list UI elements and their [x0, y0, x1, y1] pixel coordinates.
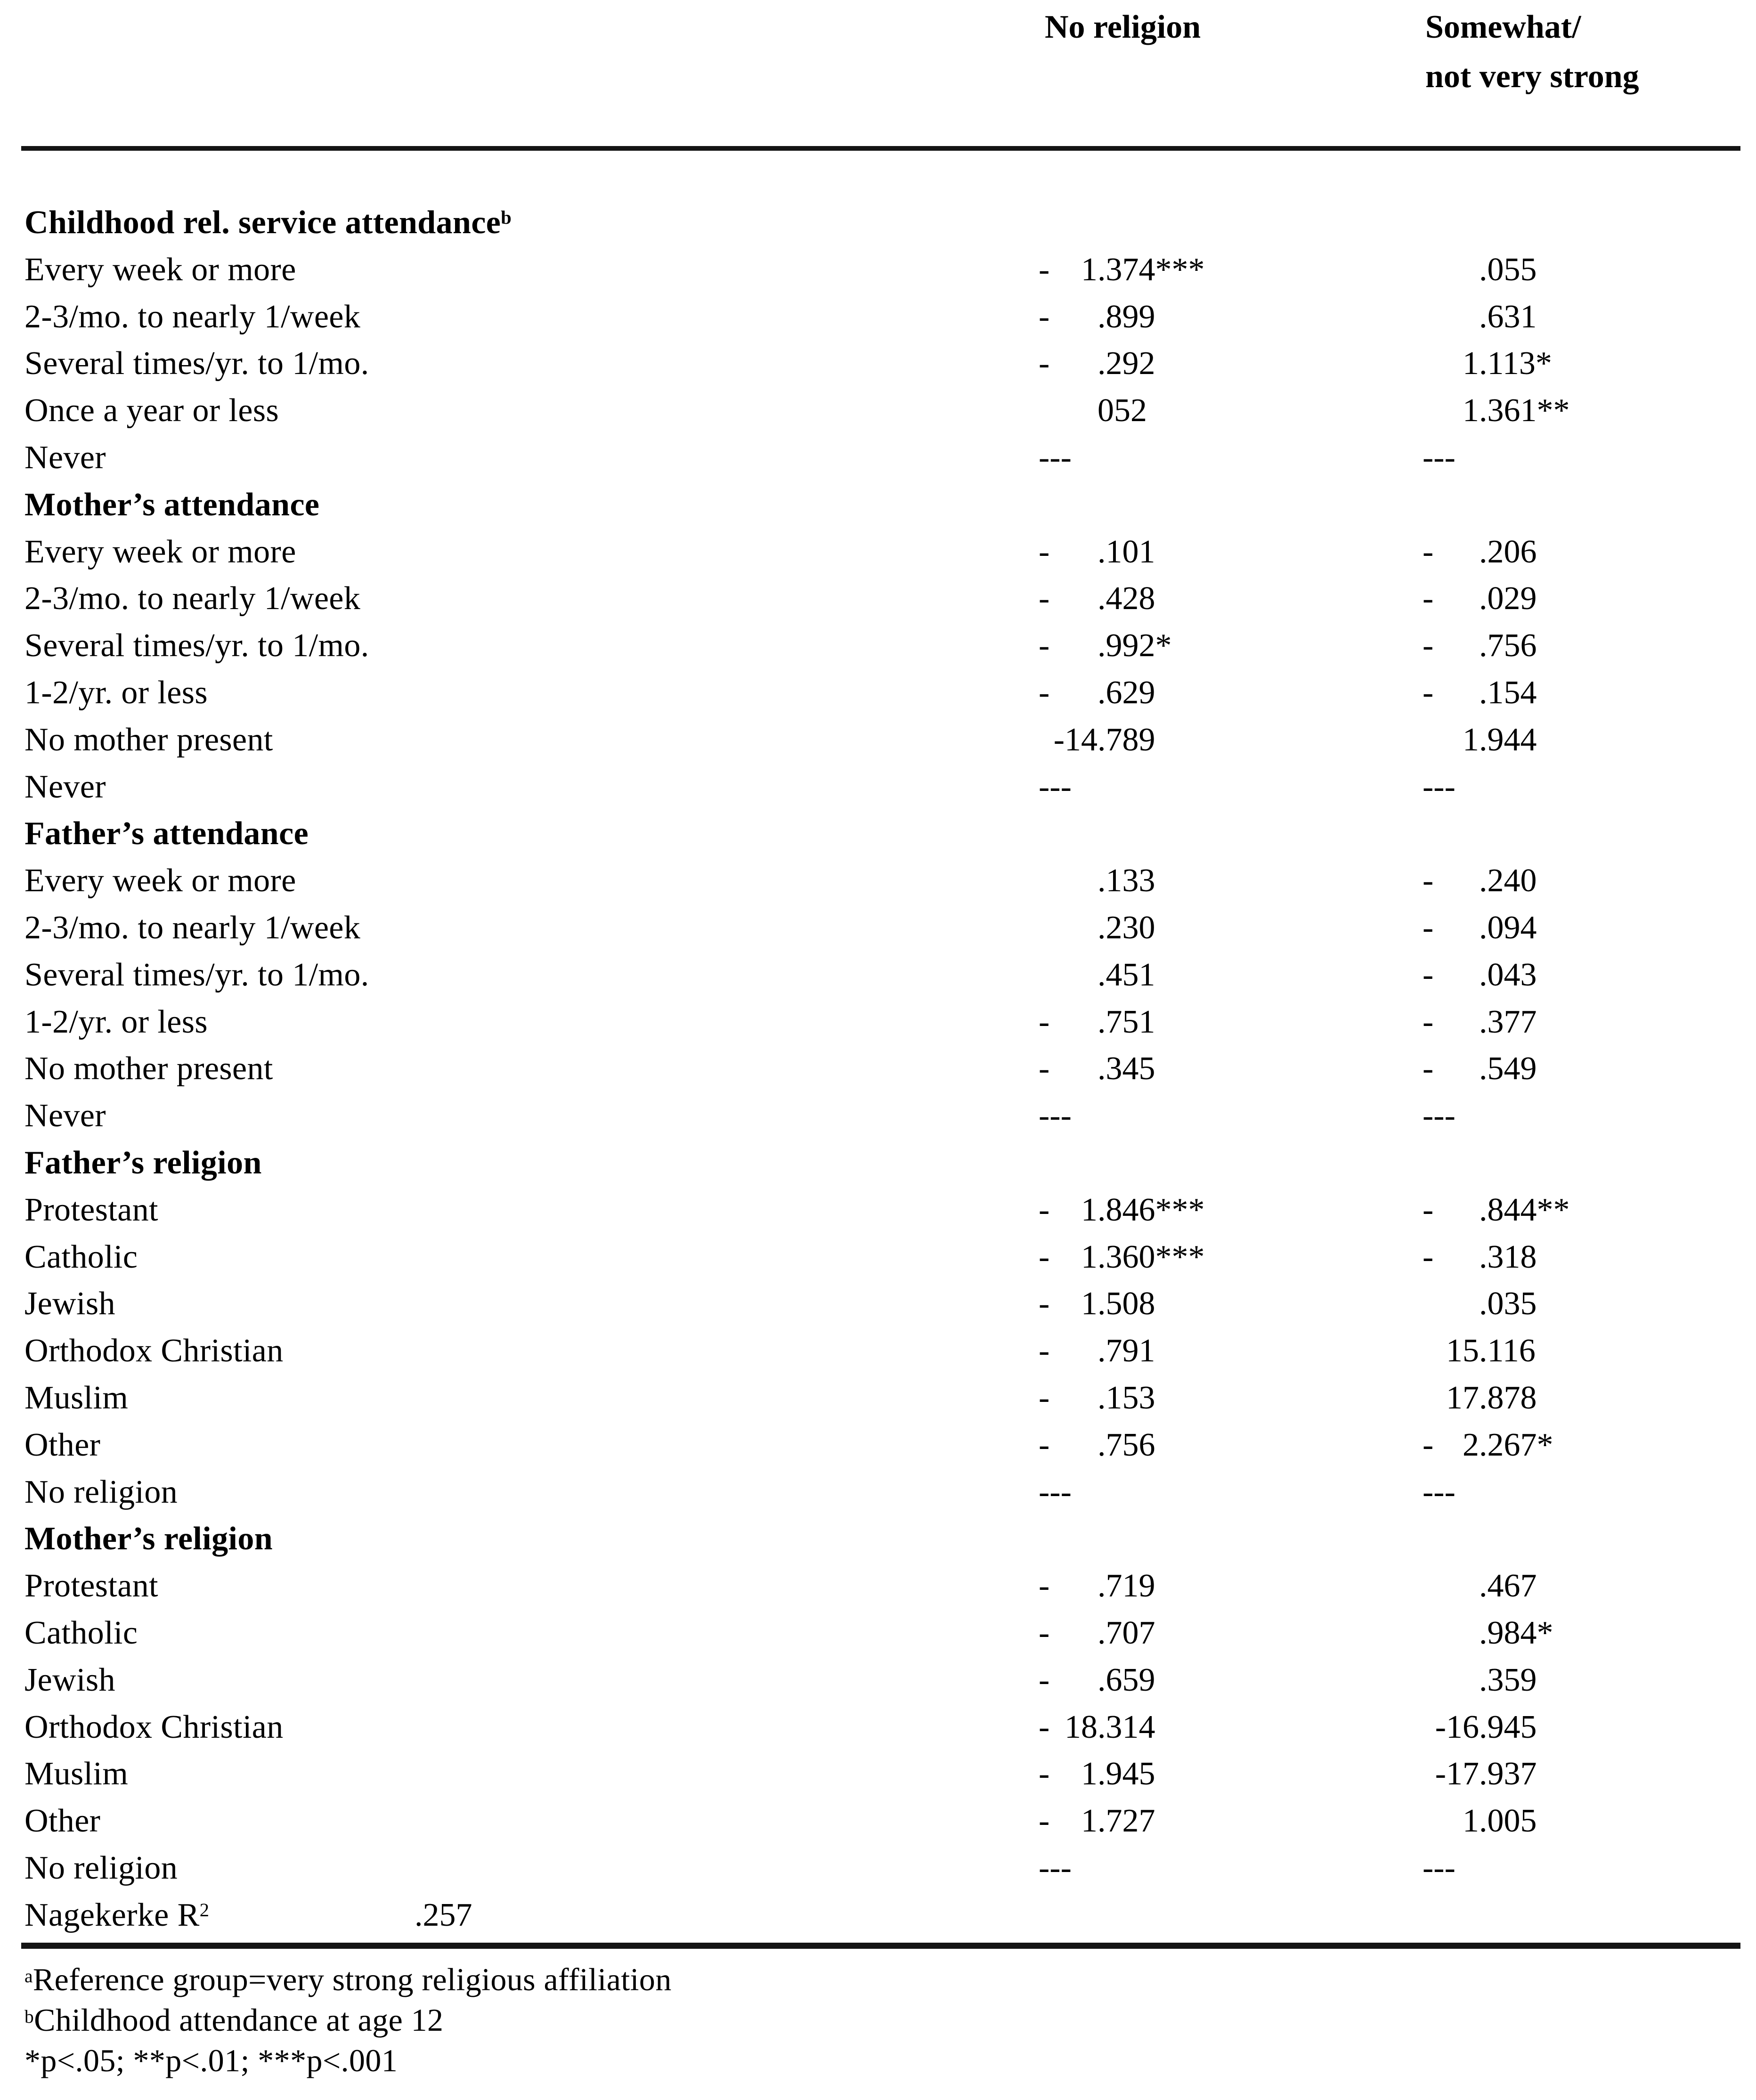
cell-value-fraction: .945 [1098, 1756, 1155, 1792]
table-row [0, 912, 1756, 959]
table-row [0, 1661, 1756, 1711]
section-row [0, 488, 1756, 536]
minus-sign: - [1039, 1568, 1050, 1604]
cell-value-fraction: .756 [1479, 627, 1537, 664]
row-label: 2-3/mo. to nearly 1/week [24, 580, 361, 617]
cell-value-fraction: .937 [1479, 1756, 1537, 1792]
table-row [0, 1238, 1756, 1288]
row-label: Catholic [24, 1238, 138, 1275]
table-row [0, 1287, 1756, 1335]
table-row [0, 347, 1756, 394]
minus-sign: - [1423, 1050, 1434, 1087]
reference-category-dashes: --- [1423, 440, 1455, 476]
reference-category-dashes: --- [1039, 768, 1072, 805]
row-label: Father’s religion [24, 1145, 262, 1181]
row-label: Orthodox Christian [24, 1709, 284, 1745]
cell-value-fraction: .899 [1098, 298, 1155, 335]
cell-value-integer: 1 [1081, 251, 1098, 288]
r-squared-value: .257 [415, 1897, 472, 1933]
cell-value-fraction: .629 [1098, 675, 1155, 711]
table-row [0, 1191, 1756, 1241]
table-row [0, 394, 1756, 441]
row-label: Several times/yr. to 1/mo. [24, 956, 369, 993]
cell-value-fraction: .345 [1098, 1050, 1155, 1087]
row-label: Never [24, 440, 106, 476]
minus-sign: - [1039, 580, 1050, 617]
cell-value-integer: 1 [1081, 1191, 1098, 1228]
cell-value-fraction: .944 [1479, 721, 1537, 758]
minus-sign: - [1423, 675, 1434, 711]
minus-sign: - [1039, 1003, 1050, 1040]
cell-value-integer: 18 [1065, 1709, 1098, 1745]
row-label: Other [24, 1426, 101, 1463]
cell-value-fraction: .789 [1098, 721, 1155, 758]
minus-sign: - [1039, 298, 1050, 335]
row-label: No religion [24, 1473, 178, 1510]
reference-category-dashes: --- [1039, 440, 1072, 476]
reference-category-dashes: --- [1423, 768, 1455, 805]
row-label: Catholic [24, 1615, 138, 1651]
cell-value-integer: 1 [1463, 345, 1479, 382]
superscript-marker: b [501, 206, 512, 228]
cell-value-integer: -16 [1435, 1709, 1479, 1745]
cell-value-fraction: .451 [1098, 956, 1155, 993]
cell-value-integer: 1 [1081, 1286, 1098, 1322]
cell-value-fraction: .361** [1479, 392, 1570, 429]
row-label: 2-3/mo. to nearly 1/week [24, 298, 361, 335]
cell-value-fraction: .631 [1479, 298, 1537, 335]
reference-category-dashes: --- [1039, 1098, 1072, 1134]
cell-value-fraction: .945 [1479, 1709, 1537, 1745]
cell-value-integer: 15 [1446, 1333, 1479, 1369]
cell-value-fraction: .707 [1098, 1615, 1155, 1651]
cell-value-fraction: .154 [1479, 675, 1537, 711]
row-label: Orthodox Christian [24, 1333, 284, 1369]
table-row [0, 1805, 1756, 1852]
minus-sign: - [1039, 1803, 1050, 1840]
section-row [0, 1147, 1756, 1194]
row-label: Jewish [24, 1661, 115, 1698]
cell-value-fraction: .055 [1479, 251, 1537, 288]
row-label: 2-3/mo. to nearly 1/week [24, 910, 361, 946]
table-row [0, 582, 1756, 629]
table-row [0, 864, 1756, 912]
cell-value-fraction: .992* [1098, 627, 1172, 664]
row-label: Once a year or less [24, 392, 279, 429]
table-row [0, 1617, 1756, 1664]
cell-value-fraction: .267* [1479, 1426, 1553, 1463]
table-row [0, 721, 1756, 771]
footnote-line: *p<.05; **p<.01; ***p<.001 [24, 2043, 398, 2078]
row-label: 1-2/yr. or less [24, 1003, 208, 1040]
cell-value-fraction: .133 [1098, 863, 1155, 899]
cell-value-integer: -14 [1053, 721, 1098, 758]
cell-value-fraction: .984* [1479, 1615, 1553, 1651]
cell-value-fraction: .878 [1479, 1380, 1537, 1416]
cell-value-fraction: .005 [1479, 1803, 1537, 1840]
table-row [0, 1052, 1756, 1099]
minus-sign: - [1423, 627, 1434, 664]
cell-value-fraction: .043 [1479, 956, 1537, 993]
table-row [0, 1852, 1756, 1899]
cell-value-fraction: .101 [1098, 533, 1155, 570]
cell-value-fraction: .116 [1479, 1333, 1536, 1369]
section-row [0, 817, 1756, 864]
minus-sign: - [1423, 533, 1434, 570]
row-label: Childhood rel. service attendance$^b$ [24, 204, 512, 241]
minus-sign: - [1039, 1756, 1050, 1792]
cell-value-fraction: .035 [1479, 1286, 1537, 1322]
cell-value-integer: 1 [1081, 1756, 1098, 1792]
reference-category-dashes: --- [1423, 1098, 1455, 1134]
minus-sign: - [1039, 345, 1050, 382]
row-label: Never [24, 1098, 106, 1134]
footnote-marker: b [24, 2006, 34, 2027]
row-label: No religion [24, 1850, 178, 1886]
row-label: Protestant [24, 1568, 158, 1604]
table-row [0, 629, 1756, 676]
footnote-marker: a [24, 1966, 33, 1987]
table-row [0, 1711, 1756, 1758]
minus-sign: - [1039, 1380, 1050, 1416]
cell-value-fraction: .846*** [1098, 1191, 1205, 1228]
minus-sign: - [1423, 1238, 1434, 1275]
cell-value-fraction: .467 [1479, 1568, 1537, 1604]
cell-value-fraction: .756 [1098, 1426, 1155, 1463]
cell-value-integer: 2 [1463, 1426, 1479, 1463]
minus-sign: - [1039, 1709, 1050, 1745]
minus-sign: - [1423, 1426, 1434, 1463]
minus-sign: - [1423, 863, 1434, 899]
minus-sign: - [1423, 910, 1434, 946]
row-label: Mother’s attendance [24, 486, 320, 523]
cell-value-fraction: .508 [1098, 1286, 1155, 1322]
row-label: Never [24, 768, 106, 805]
cell-value-integer: 1 [1463, 392, 1479, 429]
minus-sign: - [1039, 1238, 1050, 1275]
cell-value-integer: 1 [1081, 1803, 1098, 1840]
table-row [0, 1003, 1756, 1053]
row-label: Every week or more [24, 251, 296, 288]
row-label: Nagekerke $R^2$ [24, 1897, 210, 1933]
minus-sign: - [1039, 627, 1050, 664]
minus-sign: - [1423, 956, 1434, 993]
minus-sign: - [1423, 580, 1434, 617]
cell-value-fraction: .029 [1479, 580, 1537, 617]
cell-value-fraction: .377 [1479, 1003, 1537, 1040]
row-label: Every week or more [24, 533, 296, 570]
table-row [0, 1570, 1756, 1617]
footnote-line: $^a$Reference group=very strong religious affiliation [24, 1962, 672, 1997]
table-row [0, 768, 1756, 818]
minus-sign: - [1039, 251, 1050, 288]
cell-value-fraction: .751 [1098, 1003, 1155, 1040]
section-row [0, 1522, 1756, 1570]
table-row [0, 956, 1756, 1006]
reference-category-dashes: --- [1039, 1850, 1072, 1886]
cell-value-fraction: .206 [1479, 533, 1537, 570]
minus-sign: - [1039, 1615, 1050, 1651]
cell-value-fraction: .314 [1098, 1709, 1155, 1745]
row-label: Several times/yr. to 1/mo. [24, 627, 369, 664]
cell-value-integer: 1 [1463, 721, 1479, 758]
cell-value-fraction: .240 [1479, 863, 1537, 899]
footnote-line: $^b$Childhood attendance at age 12 [24, 2002, 444, 2038]
row-label: Muslim [24, 1756, 129, 1792]
table-row [0, 1382, 1756, 1429]
table-row [0, 298, 1756, 348]
minus-sign: - [1039, 675, 1050, 711]
row-label: Protestant [24, 1191, 158, 1228]
table-row [0, 1426, 1756, 1476]
row-label: Jewish [24, 1286, 115, 1322]
superscript-marker: 2 [199, 1899, 210, 1921]
minus-sign: - [1039, 1191, 1050, 1228]
row-label: Muslim [24, 1380, 129, 1416]
table-top-rule [21, 146, 1740, 151]
table-row [0, 253, 1756, 301]
row-label: 1-2/yr. or less [24, 675, 208, 711]
minus-sign: - [1039, 1426, 1050, 1463]
cell-value-integer: 1 [1081, 1238, 1098, 1275]
cell-value-fraction: .230 [1098, 910, 1155, 946]
minus-sign: - [1423, 1003, 1434, 1040]
table-row [0, 1473, 1756, 1523]
cell-value-integer: -17 [1435, 1756, 1479, 1792]
table-row [0, 441, 1756, 488]
table-row [0, 1758, 1756, 1805]
table-row [0, 676, 1756, 724]
row-label: Other [24, 1803, 101, 1840]
cell-value-fraction: .153 [1098, 1380, 1155, 1416]
cell-value-fraction: .549 [1479, 1050, 1537, 1087]
cell-value-fraction: .374*** [1098, 251, 1205, 288]
cell-value-fraction: .318 [1479, 1238, 1537, 1275]
cell-value-fraction: .359 [1479, 1661, 1537, 1698]
cell-value-integer: 17 [1446, 1380, 1479, 1416]
row-label: Father’s attendance [24, 815, 309, 852]
row-label: Every week or more [24, 863, 296, 899]
model-fit-row [0, 1899, 1756, 1946]
column-header-somewhat-line2: not very strong [1425, 58, 1639, 95]
cell-value-fraction: .844** [1479, 1191, 1570, 1228]
table-bottom-rule [21, 1943, 1740, 1949]
row-label: Mother’s religion [24, 1521, 273, 1557]
minus-sign: - [1039, 1286, 1050, 1322]
cell-value-fraction: .292 [1098, 345, 1155, 382]
row-label: No mother present [24, 721, 273, 758]
cell-value-fraction: .659 [1098, 1661, 1155, 1698]
minus-sign: - [1039, 1333, 1050, 1369]
cell-value-fraction: 052 [1098, 392, 1147, 429]
minus-sign: - [1039, 1050, 1050, 1087]
reference-category-dashes: --- [1039, 1473, 1072, 1510]
column-header-somewhat-line1: Somewhat/ [1425, 9, 1581, 45]
cell-value-integer: 1 [1463, 1803, 1479, 1840]
minus-sign: - [1423, 1191, 1434, 1228]
table-row [0, 1335, 1756, 1382]
cell-value-fraction: .094 [1479, 910, 1537, 946]
table-row [0, 1099, 1756, 1147]
cell-value-fraction: .719 [1098, 1568, 1155, 1604]
cell-value-fraction: .113* [1479, 345, 1552, 382]
cell-value-fraction: .727 [1098, 1803, 1155, 1840]
cell-value-fraction: .791 [1098, 1333, 1155, 1369]
minus-sign: - [1039, 1661, 1050, 1698]
section-row [0, 206, 1756, 253]
minus-sign: - [1039, 533, 1050, 570]
reference-category-dashes: --- [1423, 1850, 1455, 1886]
row-label: Several times/yr. to 1/mo. [24, 345, 369, 382]
cell-value-fraction: .428 [1098, 580, 1155, 617]
table-row [0, 533, 1756, 583]
reference-category-dashes: --- [1423, 1473, 1455, 1510]
cell-value-fraction: .360*** [1098, 1238, 1205, 1275]
row-label: No mother present [24, 1050, 273, 1087]
column-header-no-religion: No religion [1045, 9, 1201, 45]
